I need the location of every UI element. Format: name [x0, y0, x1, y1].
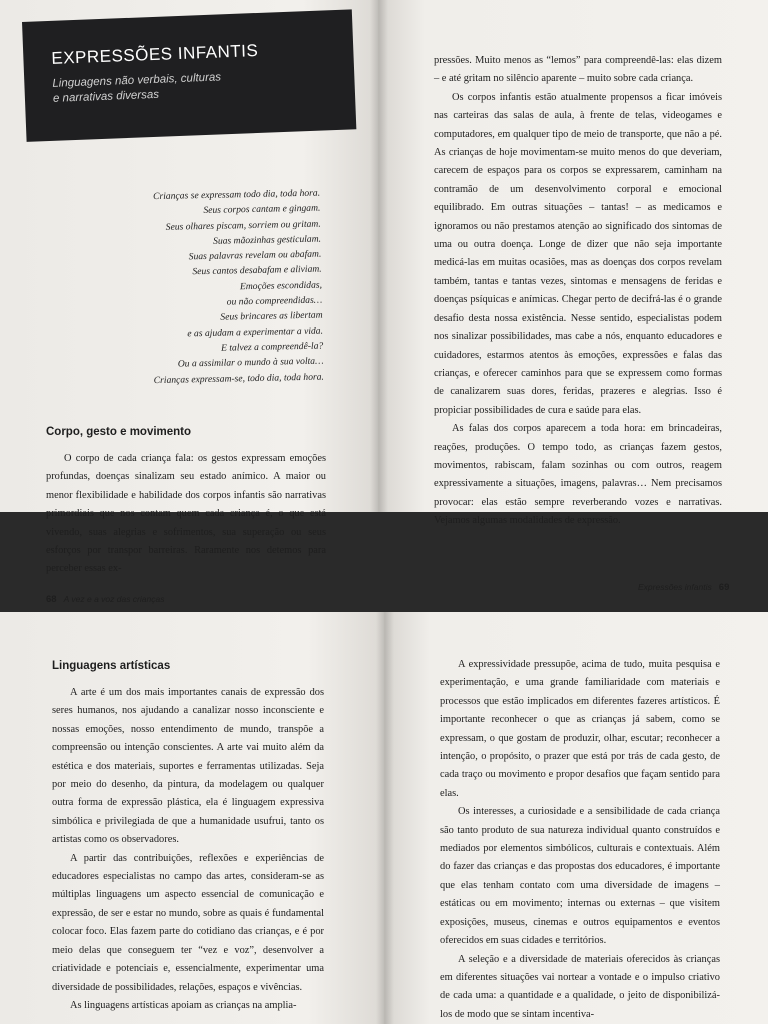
body-text [440, 656, 720, 1024]
poem-line: Seus olhares piscam, sorriem ou gritam. [165, 218, 321, 233]
body-text [434, 52, 722, 531]
poem-line: E talvez a compreendê-la? [220, 340, 324, 354]
bottom-spread [0, 612, 768, 1024]
running-title: A vez e a voz das crianças [63, 594, 165, 604]
section-heading: Corpo, gesto e movimento [46, 426, 192, 438]
page-68 [0, 0, 378, 575]
poem-line: Crianças se expressam todo dia, toda hora. [152, 187, 321, 203]
page-69 [378, 0, 768, 527]
page-number: 69 [718, 582, 730, 593]
body-text [52, 684, 324, 1015]
chapter-title: EXPRESSÕES INFANTIS [51, 40, 259, 68]
paragraph: As falas dos corpos aparecem a toda hora: em brincadeiras, reações, produções. O tempo todo, as crianças fazem gestos, movimentos, rabiscam, falam sozinhas ou com outros, reagem expressivamente a situações, imagens, palavras… Nem precisamos provocar: elas estão sempre reverberando vozes e narrativas. Vejamos algumas modalidades de expressão. [434, 423, 722, 527]
epigraph-poem [88, 186, 324, 390]
folio-right [638, 582, 729, 593]
paragraph: O corpo de cada criança fala: os gestos expressam emoções profundas, doenças sinalizam seu estado anímico. A maior ou menor flexibilidade e habilidade dos corpos infantis são narrativas primordiais que nos contam quem cada criança é, o que está vivendo, suas alegrias e sofrimentos, sua superação ou seus esforços por transpor barreiras. Raramente nos detemos para perceber essas ex- [46, 453, 326, 575]
chapter-subtitle-line: e narrativas diversas [52, 88, 160, 105]
poem-line: Ou a assimilar o mundo à sua volta… [177, 355, 324, 370]
gutter-shadow [370, 0, 388, 512]
paragraph: Os corpos infantis estão atualmente propensos a ficar imóveis nas carteiras das salas de aula, à frente de telas, videogames e computadores, em qualquer tipo de meio de transporte, que não a pé. As crianças de hoje movimentam-se muito menos do que deveriam, carecem de espaços para os corpos se expressarem, caminham na contramão de um desenvolvimento corporal e emocional equilibrado. Em outras situações – tantas! – as medicamos e ignoramos ou não prestamos atenção ao significado dos sintomas de uma ou outra doença. Longe de dizer que não seja importante medicá-las em muitas ocasiões, mas as doenças dos corpos revelam também, tantas e tantas vezes, sintomas e mensagens de feridas e doenças psíquicas e anímicas. Chegar perto de decifrá-las é o grande desafio desta nossa existência. Nesse sentido, especialistas podem nos sinalizar possibilidades, mas cabe a nós, enquanto educadores e cuidadores, estarmos atentos às emoções, expressões e falas das crianças, e oferecer caminhos para que se expressem como formas de canalizarem suas dores, feridas, prazeres e alegrias. Isso é propiciar possibilidades de cura e saúde para elas. [434, 91, 722, 416]
paragraph: Os interesses, a curiosidade e a sensibilidade de cada criança são tanto produto de sua natureza individual quanto construídos e mediados por elementos simbólicos, culturais e contextuais. Além do fazer das crianças e das propostas dos educadores, é importante que elas tenham contato com uma diversidade de imagens – estáticas ou em movimento; internas ou externas – que visitem exposições, museus, cinemas e outros equipamentos e eventos oferecidos em suas cidades e territórios. [440, 806, 720, 947]
paragraph: As linguagens artísticas apoiam as crianças na amplia- [70, 999, 297, 1011]
poem-line: Suas mãozinhas gesticulam. [212, 233, 322, 247]
poem-line: Suas palavras revelam ou abafam. [188, 248, 322, 263]
section-heading: Linguagens artísticas [52, 660, 171, 672]
paragraph: A seleção e a diversidade de materiais oferecidos às crianças em diferentes situações vai nortear a vontade e o impulso criativo de cada uma: a quantidade e a qualidade, o jeito de disponibilizá-los de modo que se sintam incentiva- [440, 953, 720, 1020]
gutter-shadow [376, 612, 394, 1024]
running-title: Expressões infantis [638, 582, 712, 592]
poem-line: Emoções escondidas, [239, 279, 323, 293]
chapter-banner [22, 9, 356, 142]
body-text [46, 450, 326, 579]
poem-line: Crianças expressam-se, todo dia, toda hora. [153, 371, 325, 386]
poem-line: ou não compreendidas… [226, 294, 323, 308]
page-right [384, 612, 768, 1024]
paragraph: A arte é um dos mais importantes canais de expressão dos seres humanos, nos ajudando a canalizar nosso inconsciente e nossas emoções, nosso entendimento de mundo, transpõe a compreensão ou intenção conscientes. A arte vai muito além da estética e dos materiais, suportes e ferramentas utilizadas. Seja por meio do desenho, da pintura, da modelagem ou qualquer outra forma de expressão plástica, ela é linguagem expressiva simbólica e privilegiada de que a humanidade usufrui, tanto os artistas como os observadores. [52, 687, 324, 846]
folio-left [46, 594, 164, 605]
page-number: 68 [46, 594, 57, 605]
chapter-subtitle-line: Linguagens não verbais, culturas [52, 71, 222, 90]
chapter-subtitle [52, 69, 253, 107]
page-left [0, 612, 384, 1024]
poem-line: Seus corpos cantam e gingam. [203, 202, 321, 217]
paragraph: pressões. Muito menos as “lemos” para compreendê-las: elas dizem – e até gritam no silêncio aparente – muito sobre cada criança. [434, 55, 722, 85]
paragraph: A expressividade pressupõe, acima de tudo, muita pesquisa e experimentação, e uma grande familiaridade com materiais e processos que estão implicados em diferentes fazeres artísticos. É importante reconhecer o que as crianças já sabem, como se expressam, o que gostam de produzir, olhar, escutar; reconhecer a intenção, o propósito, o prazer que está por trás de cada gesto, de cada traço ou movimento e propor desafios que façam sentido para elas. [440, 659, 720, 799]
poem-line: Seus cantos desabafam e aliviam. [192, 264, 322, 278]
poem-line: e as ajudam a experimentar a vida. [187, 325, 324, 340]
poem-line: Seus brincares as libertam [220, 309, 323, 324]
paragraph: A partir das contribuições, reflexões e experiências de educadores especialistas no campo das artes, consideram-se as múltiplas linguagens um aspecto essencial de comunicação e expressão, de ser e estar no mundo, sobre as quais é fundamental colocar foco. Elas fazem parte do cotidiano das crianças, e é por meio delas que conseguem ter “vez e voz”, desenvolver a criatividade e potenciais e, essencialmente, experimentar uma diversidade de possibilidades, relações, espaços e vivências. [52, 852, 324, 993]
